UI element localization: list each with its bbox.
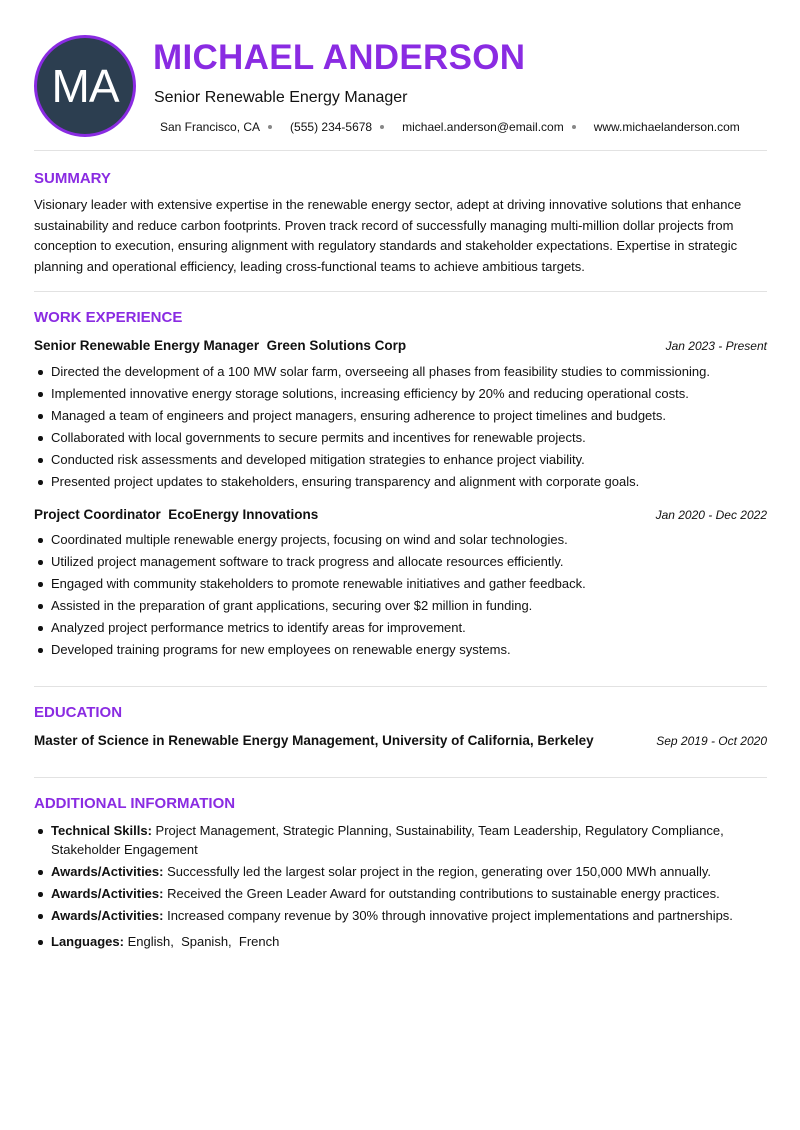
divider [34,777,767,778]
separator-dot [572,125,576,129]
summary-text: Visionary leader with extensive expertise in the renewable energy sector, adept at driving innovative solutions that enhance sustainability and reduce carbon footprints. Proven track record of successfully managing multi-million dollar projects from conception to execution, ensuring alignment with regulatory standards and stakeholder expectations. Expertise in strategic planning and operational efficiency, leading cross-functional teams to achieve ambitious targets. [34,197,742,274]
email-link[interactable]: michael.anderson@email.com [402,120,564,134]
job-date: Jan 2020 - Dec 2022 [655,508,767,522]
list-item: Collaborated with local governments to secure permits and incentives for renewable projects. [34,428,774,447]
avatar-initials: MA [51,60,119,112]
item-label: Awards/Activities: [51,886,164,901]
item-text: Received the Green Leader Award for outstanding contributions to sustainable energy practices. [167,886,720,901]
list-item: Implemented innovative energy storage solutions, increasing efficiency by 20% and reducing operational costs. [34,384,774,403]
separator-dot [380,125,384,129]
job-date: Jan 2023 - Present [665,339,767,353]
separator-dot [268,125,272,129]
list-item [34,862,754,881]
candidate-title: Senior Renewable Energy Manager [154,89,408,106]
job-header [34,338,767,353]
divider [34,291,767,292]
list-item [34,906,754,925]
list-item: Directed the development of a 100 MW solar farm, overseeing all phases from feasibility studies to commissioning. [34,362,774,381]
list-item [34,932,754,951]
item-label: Technical Skills: [51,823,152,838]
item-label: Languages: [51,934,124,949]
location: San Francisco, CA [160,120,261,134]
website-link[interactable]: www.michaelanderson.com [593,120,740,134]
education-heading: EDUCATION [34,704,123,721]
list-item: Engaged with community stakeholders to promote renewable initiatives and gather feedback. [34,574,774,593]
item-text: Successfully led the largest solar project in the region, generating over 150,000 MWh annually. [167,864,711,879]
list-item: Managed a team of engineers and project managers, ensuring adherence to project timelines and budgets. [34,406,774,425]
job-title: Project Coordinator EcoEnergy Innovations [34,507,319,522]
job-header [34,507,767,522]
additional-list [34,821,754,954]
job-title: Senior Renewable Energy Manager Green Solutions Corp [34,338,407,353]
list-item [34,884,754,903]
summary-heading: SUMMARY [34,170,111,187]
job-bullets [34,362,774,494]
avatar [34,35,136,137]
item-text: Project Management, Strategic Planning, Sustainability, Team Leadership, Regulatory Compliance, Stakeholder Engagement [51,823,724,857]
divider [34,150,767,151]
work-heading: WORK EXPERIENCE [34,309,183,326]
list-item: Developed training programs for new employees on renewable energy systems. [34,640,774,659]
item-label: Awards/Activities: [51,864,164,879]
phone: (555) 234-5678 [290,120,373,134]
list-item: Coordinated multiple renewable energy projects, focusing on wind and solar technologies. [34,530,774,549]
list-item: Conducted risk assessments and developed mitigation strategies to enhance project viability. [34,450,774,469]
item-text: English, Spanish, French [127,934,280,949]
item-label: Awards/Activities: [51,908,164,923]
list-item: Presented project updates to stakeholders, ensuring transparency and alignment with corporate goals. [34,472,774,491]
contact-info [160,120,740,134]
additional-heading: ADDITIONAL INFORMATION [34,795,236,812]
degree: Master of Science in Renewable Energy Management, University of California, Berkeley [34,733,594,748]
candidate-name: MICHAEL ANDERSON [153,38,526,77]
list-item: Analyzed project performance metrics to identify areas for improvement. [34,618,774,637]
list-item: Utilized project management software to track progress and allocate resources efficiently. [34,552,774,571]
education-date: Sep 2019 - Oct 2020 [656,734,767,748]
list-item [34,821,754,859]
divider [34,686,767,687]
item-text: Increased company revenue by 30% through innovative project implementations and partnerships. [167,908,733,923]
list-item: Assisted in the preparation of grant applications, securing over $2 million in funding. [34,596,774,615]
education-entry [34,733,767,748]
job-bullets [34,530,774,662]
